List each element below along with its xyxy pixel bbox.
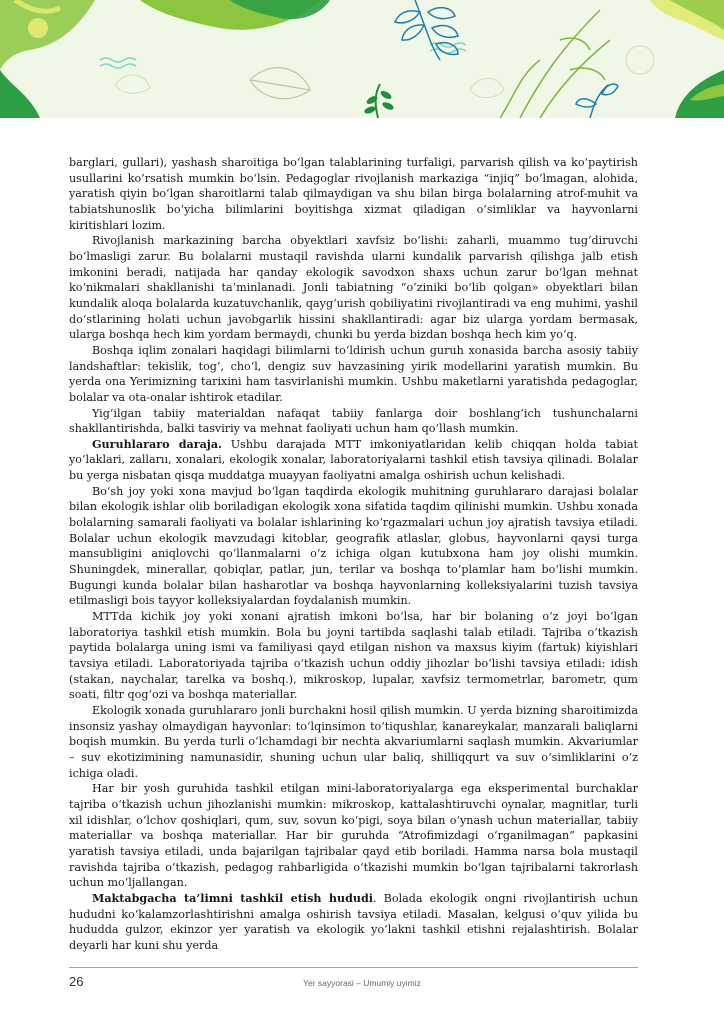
paragraph: Boshqa iqlim zonalari haqidagi bilimlarni to‘ldirish uchun guruh xonasida barcha asosiy tabiiy landshaftlar: tekislik, tog‘, cho‘l, dengiz suv havzasining yirik modellarini yaratish mumkin. Bu yerda ona Yerimizning tarixini ham tasvirlanishi mumkin. Ushbu maketlarni yaratishda pedagoglar, bolalar va ota-onalar ishtirok etadilar.	[69, 343, 638, 404]
paragraph: Bo‘sh joy yoki xona mavjud bo‘lgan taqdirda ekologik muhitning guruhlararo darajasi bolalar bilan ekologik ishlar olib boriladigan ekologik xona sifatida taqdim qilinishi mumkin. Ushbu xonada bolalarning samarali faoliyati va bolalar ishlarining ko‘rgazmalari uchun joy ajratish tavsiya etiladi. Bolalar uchun ekologik mavzudagi kitoblar, geografik atlaslar, globus, hayvonlarni qaysi turga mansubligini aniqlovchi qo‘llanmalarni o‘z ichiga olgan kutubxona ham joy olishi mumkin. Shuningdek, minerallar, qobiqlar, patlar, jun, terilar va boshqa to‘plamlar ham bo‘lishi mumkin. Bugungi kunda bolalar bilan hasharotlar va boshqa hayvonlarning kolleksiyalarini tuzish tavsiya etilmasligi bois tayyor kolleksiyalardan foydalanish mumkin.	[69, 484, 638, 608]
body-text	[69, 155, 638, 953]
section-heading-inline: Maktabgacha ta’limni tashkil etish hududi	[92, 891, 374, 905]
running-title: Yer sayyorasi – Umumiy uyimiz	[303, 978, 421, 988]
leaf-pattern-icon	[0, 0, 724, 118]
paragraph: Har bir yosh guruhida tashkil etilgan mini-laboratoriyalarga ega eksperimental burchaklar tajriba o‘tkazish uchun jihozlanishi mumkin: mikroskop, kattalashtiruvchi oynalar, magnitlar, turli xil idishlar, o‘lchov qoshiqlari, qum, suv, sovun ko‘pigi, soya bilan o‘ynash uchun materiallar, tabiiy materiallar va boshqa materiallar. Har bir guruhda “Atrofimizdagi o‘rganilmagan” papkasini yaratish tavsiya etiladi, unda bajarilgan tajribalar qayd etib boriladi. Hamma narsa bola mustaqil ravishda tajriba o‘tkazish, pedagog rahbarligida o‘tkazishi mumkin bo‘lgan tajribalarni takrorlash uchun mo‘ljallangan.	[69, 782, 638, 890]
footer-rule	[69, 967, 638, 968]
paragraph: Guruhlararo daraja. Ushbu darajada MTT imkoniyatlaridan kelib chiqqan holda tabiat yo‘laklari, zallarıı, xonalari, ekologik xonalar, laboratoriyalarni tashkil etish tavsiya qilinadi. Bolalar bu yerga nisbatan qisqa muddatga muayyan faoliyatni amalga oshirish uchun kelishadi.	[69, 437, 639, 483]
paragraph: MTTda kichik joy yoki xonani ajratish imkoni bo‘lsa, har bir bolaning o‘z joyi bo‘lgan laboratoriya tashkil etish mumkin. Bola bu joyni tartibda saqlashi talab etiladi. Tajriba o‘tkazish paytida bolalarga uning ismi va familiyasi qayd etilgan nishon va maxsus kiyim (fartuk) kiyishlari tavsiya etiladi. Laboratoriyada tajriba o‘tkazish uchun oddiy jihozlar bo‘lishi tavsiya etiladi: idish (stakan, naychalar, tarelka va boshq.), mikroskop, lupalar, xavfsiz termometrlar, barometr, qum soati, filtr qog‘ozi va boshqa materiallar.	[69, 610, 638, 702]
paragraph: Yig‘ilgan tabiiy materialdan nafaqat tabiiy fanlarga doir boshlang‘ich tushunchalarni shakllantirishda, balki tasviriy va mehnat faoliyati uchun ham qo‘llash mumkin.	[69, 406, 638, 436]
page-number: 26	[69, 974, 84, 989]
paragraph: Ekologik xonada guruhlararo jonli burchakni hosil qilish mumkin. U yerda bizning sharoitimizda insonsiz yashay olmaydigan hayvonlar: to‘lqinsimon to‘tiqushlar, kanareykalar, manzarali baliqlarni boqish mumkin. Bu yerda turli o‘lchamdagi bir nechta akvariumlarni saqlash mumkin. Akvariumlar – suv ekotizimining namunasidir, shuning uchun ular baliq, shilliqqurt va suv o‘simliklarini o‘z ichiga oladi.	[69, 703, 638, 780]
section-heading-inline: Guruhlararo daraja.	[92, 437, 222, 451]
paragraph: Maktabgacha ta’limni tashkil etish hududi. Bolada ekologik ongni rivojlantirish uchun hududni ko‘kalamzorlashtirishni amalga oshirish tavsiya etiladi. Masalan, kelgusi o‘quv yilida bu hududda gulzor, ekinzor yer yaratish va ekologik yo‘lakni tashkil etishni rejalashtirish. Bolalar deyarli har kuni shu yerda	[69, 891, 639, 952]
decorative-banner	[0, 0, 724, 118]
paragraph: Rivojlanish markazining barcha obyektlari xavfsiz bo‘lishi: zaharli, muammo tug‘diruvchi bo‘lmasligi zarur. Bu bolalarni mustaqil ravishda ularni kundalik parvarish qilishga jalb etish imkonini beradi, natijada har qanday ekologik savodxon shaxs uchun zarur bo‘lgan mehnat ko‘nikmalari shakllanishi ta’minlanadi. Jonli tabiatning “o‘ziniki bo‘lib qolgan» obyektlari bilan kundalik aloqa bolalarda kuzatuvchanlik, qayg‘urish qobiliyatini rivojlantiradi va eng muhimi, yashil do‘stlarining holati uchun javobgarlik hissini shakllantiradi: agar biz ularga yordam bermasak, ularga boshqa hech kim yordam bermaydi, chunki bu yerda bizdan boshqa hech kim yo‘q.	[69, 234, 638, 342]
paragraph: barglari, gullari), yashash sharoitiga bo‘lgan talablarining turfaligi, parvarish qilish va ko‘paytirish usullarini ko‘rsatish mumkin bo‘lsin. Pedagoglar rivojlanish markaziga “injiq” bo‘lmagan, alohida, yaratish qiyin bo‘lgan sharoitlarni talab qilmaydigan va shu bilan birga bolalarning atrof-muhit va tabiatshunoslik bo‘yicha bilimlarini boyitishga xizmat qiladigan o‘simliklar va hayvonlarni kiritishlari lozim.	[69, 156, 638, 232]
